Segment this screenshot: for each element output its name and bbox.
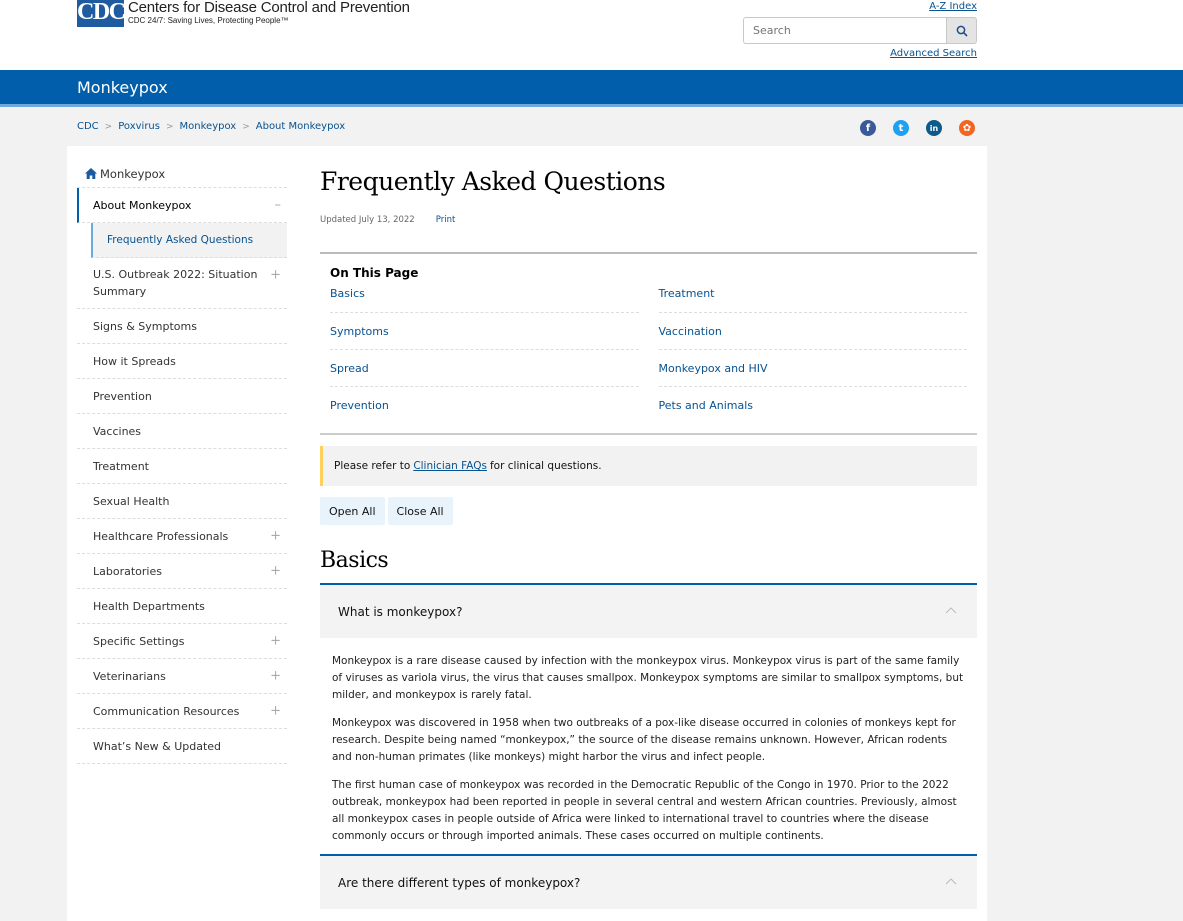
sidebar-item-how-it-spreads[interactable] — [77, 344, 287, 379]
otp-link-vaccination[interactable]: Vaccination — [659, 313, 968, 350]
sidebar-home[interactable] — [77, 160, 287, 188]
notice-text-after: for clinical questions. — [489, 460, 602, 472]
sidebar-item-label: Health Departments — [93, 599, 205, 613]
breadcrumb-about-monkeypox[interactable]: About Monkeypox — [255, 121, 346, 132]
search-icon — [956, 25, 968, 37]
sidebar-item-laboratories[interactable] — [77, 554, 287, 589]
az-index-link[interactable]: A-Z Index — [929, 1, 977, 12]
accordion-what-is-monkeypox[interactable] — [320, 583, 977, 638]
sidebar-item-faq[interactable] — [91, 223, 287, 258]
clinician-notice — [320, 446, 977, 486]
sidebar-item-veterinarians[interactable] — [77, 659, 287, 694]
search-form — [743, 17, 977, 44]
sidebar-item-label: Communication Resources — [93, 704, 240, 718]
twitter-icon[interactable]: t — [893, 120, 909, 136]
site-title-bar — [0, 70, 1183, 107]
expand-icon[interactable]: + — [270, 703, 281, 719]
sidebar-item-label: Veterinarians — [93, 669, 166, 683]
sidebar-item-label: Treatment — [93, 459, 149, 473]
otp-link-symptoms[interactable]: Symptoms — [330, 313, 639, 350]
sidebar-item-about-monkeypox[interactable] — [77, 188, 287, 223]
otp-link-pets-animals[interactable]: Pets and Animals — [658, 399, 754, 412]
sidebar-item-label: Laboratories — [93, 564, 162, 578]
expand-icon[interactable]: + — [270, 563, 281, 579]
content-card — [67, 146, 987, 921]
facebook-icon[interactable]: f — [860, 120, 876, 136]
expand-icon[interactable]: + — [270, 528, 281, 544]
updated-date: Updated July 13, 2022 — [320, 215, 415, 225]
notice-text-before: Please refer to — [334, 460, 411, 472]
home-icon — [85, 168, 97, 179]
close-all-button[interactable]: Close All — [388, 497, 453, 525]
sidebar-item-communication-resources[interactable] — [77, 694, 287, 729]
open-all-button[interactable]: Open All — [320, 497, 385, 525]
breadcrumb-cdc[interactable]: CDC — [77, 121, 99, 132]
org-name: Centers for Disease Control and Prevention — [128, 0, 410, 16]
on-this-page — [320, 252, 977, 435]
page-title: Frequently Asked Questions — [320, 167, 666, 196]
otp-link-prevention[interactable]: Prevention — [330, 399, 389, 412]
sidebar-item-label: Healthcare Professionals — [93, 529, 229, 543]
sidebar-nav — [77, 160, 287, 764]
sidebar-item-treatment[interactable] — [77, 449, 287, 484]
chevron-up-icon — [945, 607, 957, 614]
cdc-logo-mark: CDC — [77, 0, 124, 27]
page-meta — [320, 215, 455, 225]
expand-icon[interactable]: + — [270, 668, 281, 684]
social-share — [860, 120, 975, 136]
advanced-search-link[interactable]: Advanced Search — [890, 48, 977, 59]
sidebar-item-label: U.S. Outbreak 2022: Situation Summary — [93, 268, 258, 298]
sidebar-item-label: Vaccines — [93, 424, 142, 438]
sidebar-item-label: Prevention — [93, 389, 152, 403]
accordion-answer — [332, 653, 964, 856]
section-title-basics: Basics — [320, 548, 389, 573]
breadcrumb — [77, 121, 345, 132]
sidebar-item-label: How it Spreads — [93, 354, 176, 368]
sidebar-item-whats-new[interactable] — [77, 729, 287, 764]
otp-link-basics[interactable]: Basics — [330, 285, 639, 313]
sidebar-item-label: What’s New & Updated — [93, 739, 222, 753]
sidebar-item-label: Sexual Health — [93, 494, 170, 508]
syndicate-icon[interactable]: ✿ — [959, 120, 975, 136]
breadcrumb-monkeypox[interactable]: Monkeypox — [179, 121, 237, 132]
sidebar-item-signs-symptoms[interactable] — [77, 309, 287, 344]
linkedin-icon[interactable]: in — [926, 120, 942, 136]
on-this-page-title: On This Page — [330, 266, 419, 280]
answer-paragraph: Monkeypox is a rare disease caused by infection with the monkeypox virus. Monkeypox virus is part of the same family of viruses as variola virus, the virus that causes smallpox. Monkeypox symptoms are similar to smallpox symptoms, but milder, and monkeypox is rarely fatal. — [332, 655, 964, 701]
print-link[interactable]: Print — [435, 215, 456, 225]
sidebar-item-label: Signs & Symptoms — [93, 319, 197, 333]
sidebar-item-us-outbreak[interactable] — [77, 258, 287, 309]
sidebar-item-healthcare-professionals[interactable] — [77, 519, 287, 554]
otp-link-monkeypox-hiv[interactable]: Monkeypox and HIV — [659, 350, 968, 387]
answer-paragraph: The first human case of monkeypox was recorded in the Democratic Republic of the Congo in 1970. Prior to the 2022 outbreak, monkeypox had been reported in people in several central and western African countries. Previously, almost all monkeypox cases in people outside of Africa were linked to international travel to countries where the disease commonly occurs or through imported animals. These cases occurred on multiple continents. — [332, 779, 957, 842]
search-input[interactable] — [743, 17, 946, 44]
site-header — [0, 0, 1183, 70]
sidebar-item-label: Frequently Asked Questions — [107, 233, 254, 246]
sidebar-item-label: About Monkeypox — [93, 198, 192, 212]
collapse-icon[interactable]: – — [274, 197, 281, 213]
sidebar-home-label: Monkeypox — [100, 166, 166, 181]
sidebar-item-label: Specific Settings — [93, 634, 185, 648]
answer-paragraph: Monkeypox was discovered in 1958 when two outbreaks of a pox-like disease occurred in colonies of monkeys kept for research. Despite being named “monkeypox,” the source of the disease remains unknown. However, African rodents and non-human primates (like monkeys) might harbor the virus and infect people. — [332, 717, 956, 763]
accordion-question: Are there different types of monkeypox? — [338, 875, 581, 890]
otp-link-treatment[interactable]: Treatment — [659, 285, 968, 313]
sidebar-item-health-departments[interactable] — [77, 589, 287, 624]
breadcrumb-separator: > — [104, 121, 113, 132]
accordion-controls — [320, 497, 453, 525]
expand-icon[interactable]: + — [270, 633, 281, 649]
accordion-question: What is monkeypox? — [338, 604, 463, 619]
otp-link-spread[interactable]: Spread — [330, 350, 639, 387]
expand-icon[interactable]: + — [270, 267, 281, 283]
sidebar-item-vaccines[interactable] — [77, 414, 287, 449]
sidebar-item-prevention[interactable] — [77, 379, 287, 414]
breadcrumb-separator: > — [165, 121, 174, 132]
search-button[interactable] — [946, 17, 977, 44]
chevron-up-icon — [945, 878, 957, 885]
breadcrumb-separator: > — [242, 121, 250, 132]
breadcrumb-poxvirus[interactable]: Poxvirus — [118, 121, 160, 132]
tagline: CDC 24/7: Saving Lives, Protecting People™ — [128, 16, 289, 25]
accordion-types-of-monkeypox[interactable] — [320, 854, 977, 909]
sidebar-item-sexual-health[interactable] — [77, 484, 287, 519]
sidebar-item-specific-settings[interactable] — [77, 624, 287, 659]
site-title[interactable]: Monkeypox — [77, 78, 168, 97]
cdc-logo[interactable] — [77, 0, 410, 27]
clinician-faqs-link[interactable]: Clinician FAQs — [413, 460, 487, 472]
